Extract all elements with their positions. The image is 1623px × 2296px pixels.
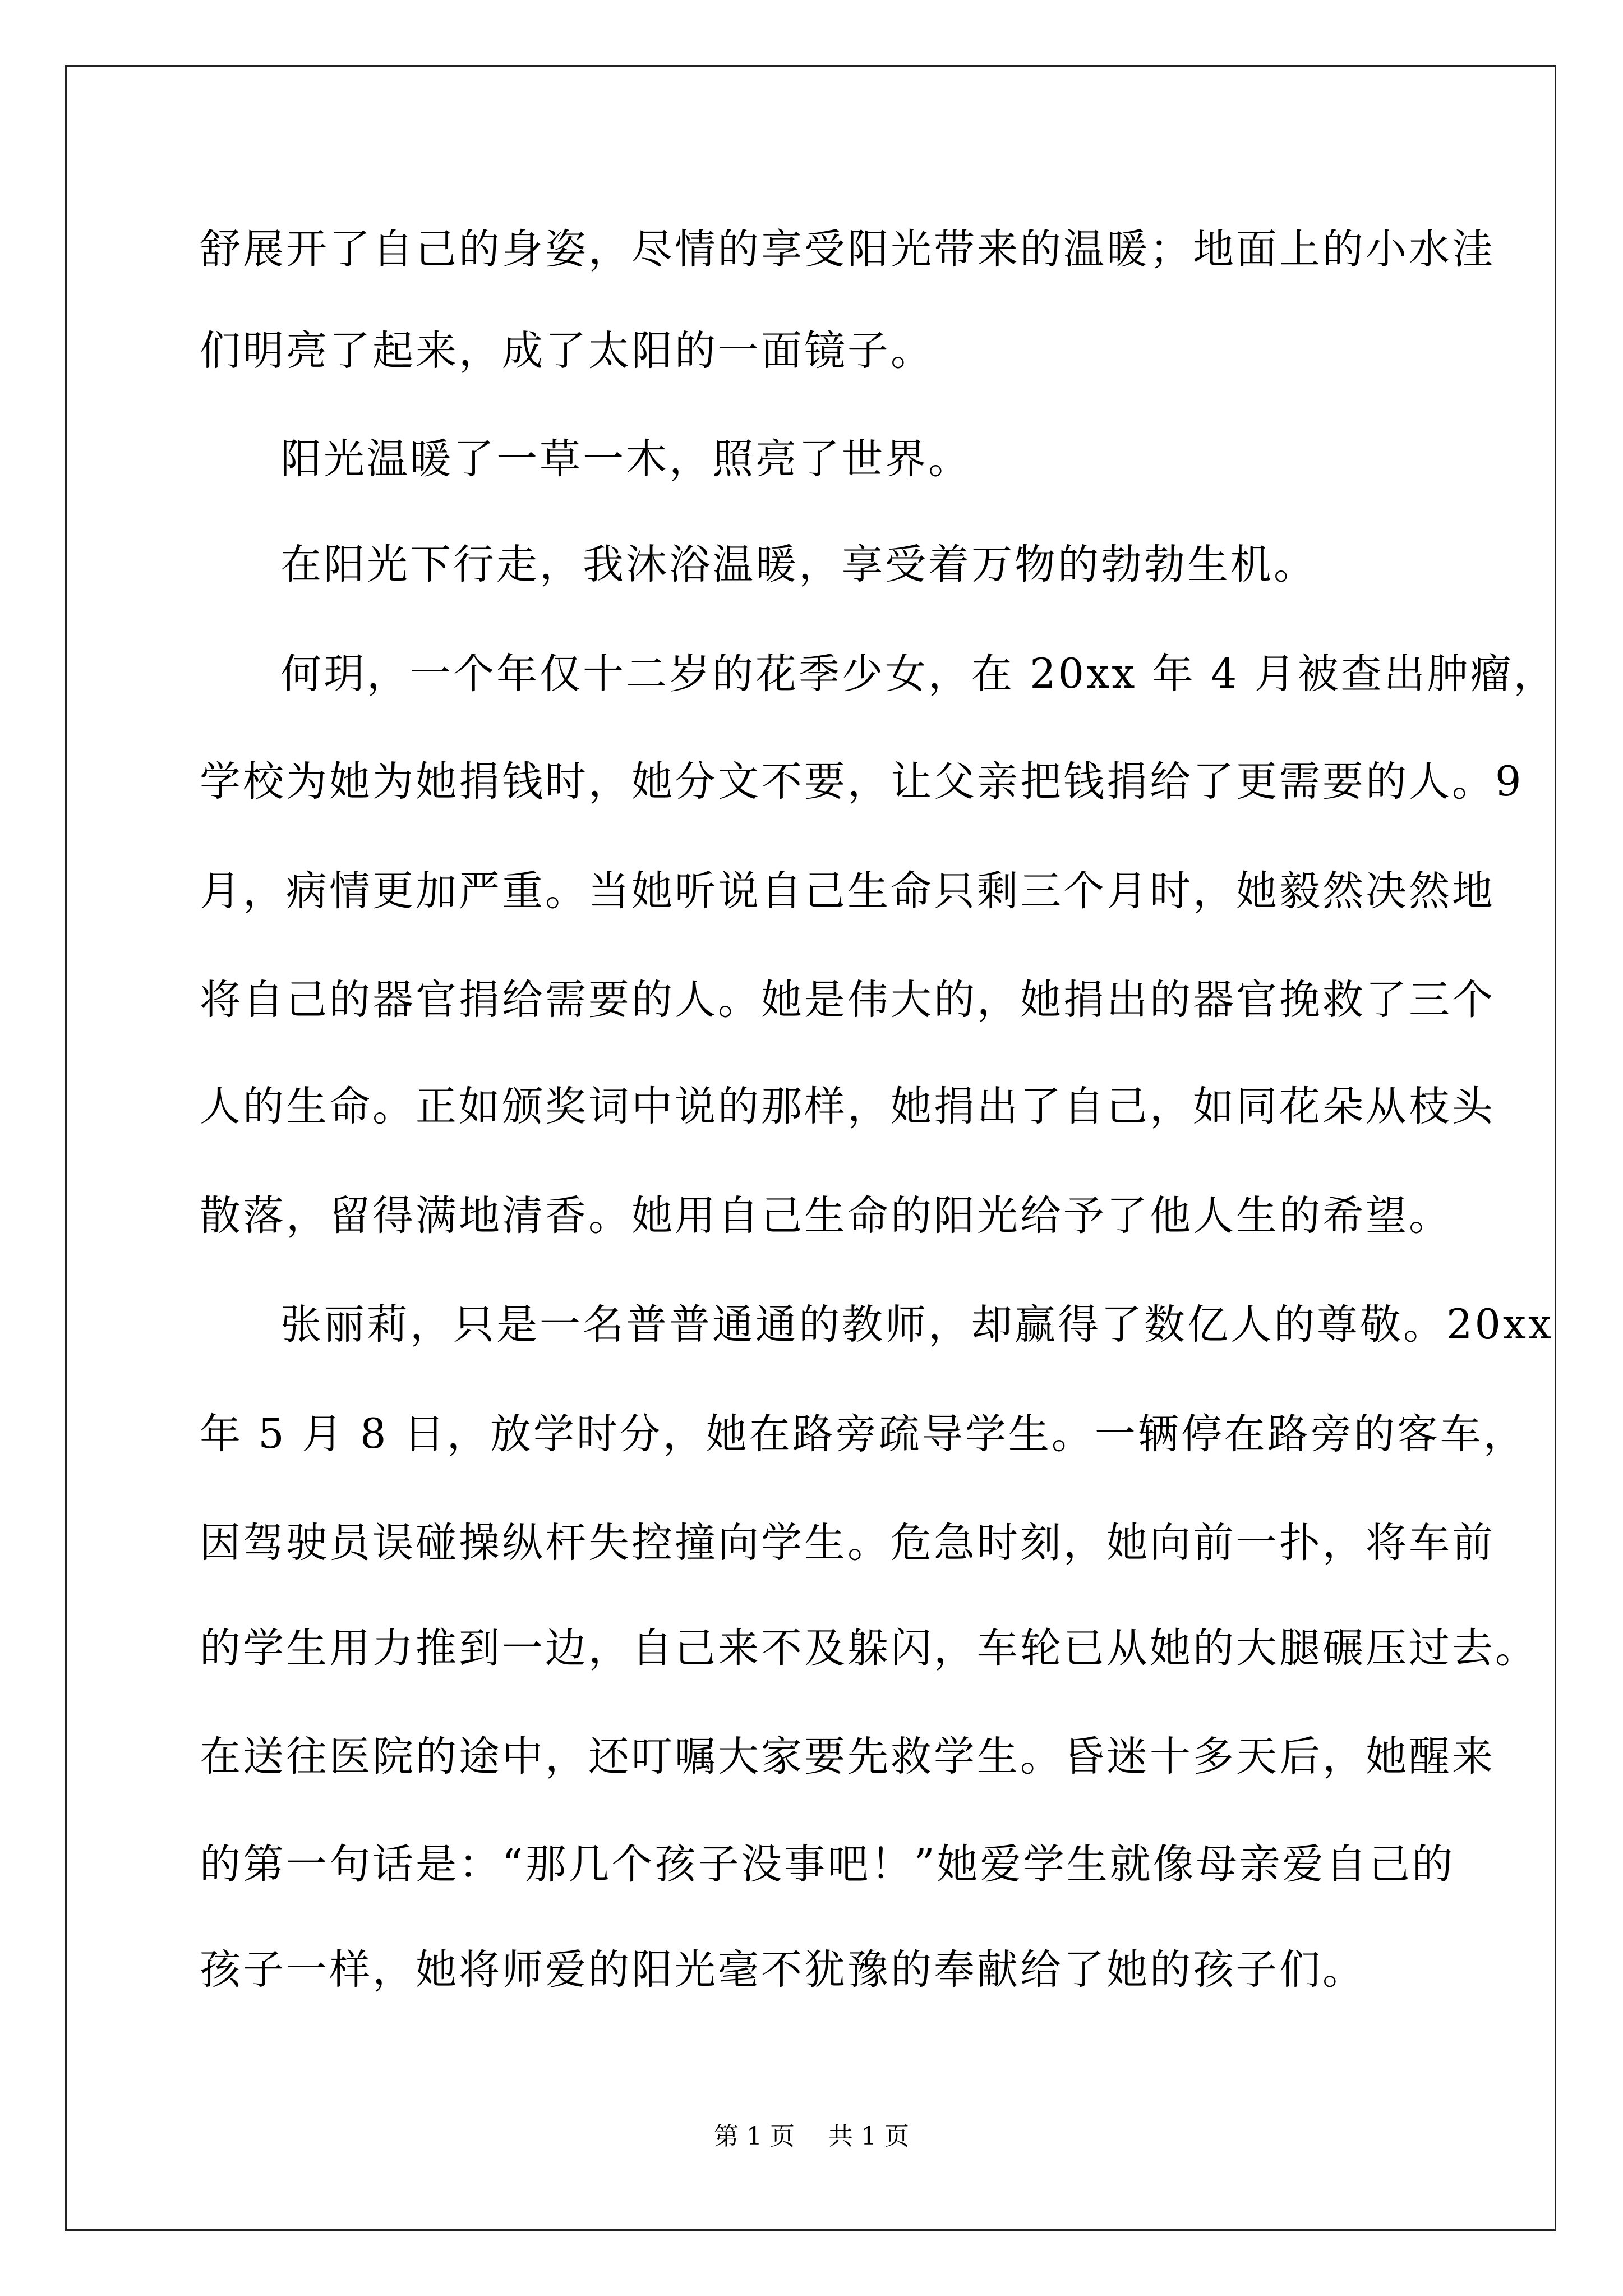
text-line: 月，病情更加严重。当她听说自己生命只剩三个月时，她毅然决然地 (200, 867, 1495, 915)
text-line: 在送往医院的途中，还叮嘱大家要先救学生。昏迷十多天后，她醒来 (200, 1733, 1495, 1780)
text-line: 因驾驶员误碰操纵杆失控撞向学生。危急时刻，她向前一扑，将车前 (200, 1519, 1495, 1567)
paragraph-start: 在阳光下行走，我沐浴温暖，享受着万物的勃勃生机。 (280, 541, 1317, 588)
paragraph-start: 何玥，一个年仅十二岁的花季少女，在 20xx 年 4 月被查出肿瘤， (280, 650, 1557, 698)
text-line: 人的生命。正如颁奖词中说的那样，她捐出了自己，如同花朵从枝头 (200, 1083, 1495, 1130)
paragraph-start: 阳光温暖了一草一木，照亮了世界。 (280, 435, 971, 483)
page-footer (0, 2124, 1623, 2149)
text-line: 们明亮了起来，成了太阳的一面镜子。 (200, 327, 934, 375)
page-frame (65, 65, 1556, 2231)
paragraph-start: 张丽莉，只是一名普普通通的教师，却赢得了数亿人的尊敬。20xx (280, 1301, 1554, 1349)
text-line: 的第一句话是：“那几个孩子没事吧！”她爱学生就像母亲爱自己的 (200, 1841, 1455, 1888)
page-number: 第 1 页 (714, 2122, 795, 2151)
text-line: 将自己的器官捐给需要的人。她是伟大的，她捐出的器官挽救了三个 (200, 976, 1495, 1024)
text-line: 年 5 月 8 日，放学时分，她在路旁疏导学生。一辆停在路旁的客车， (200, 1410, 1527, 1458)
text-line: 的学生用力推到一边，自己来不及躲闪，车轮已从她的大腿碾压过去。 (200, 1625, 1538, 1672)
text-line: 孩子一样，她将师爱的阳光毫不犹豫的奉献给了她的孩子们。 (200, 1946, 1366, 1994)
text-line: 舒展开了自己的身姿，尽情的享受阳光带来的温暖；地面上的小水洼 (200, 226, 1495, 273)
page-total: 共 1 页 (828, 2122, 909, 2151)
text-line: 学校为她为她捐钱时，她分文不要，让父亲把钱捐给了更需要的人。9 (200, 758, 1524, 806)
text-line: 散落，留得满地清香。她用自己生命的阳光给予了他人生的希望。 (200, 1192, 1452, 1240)
